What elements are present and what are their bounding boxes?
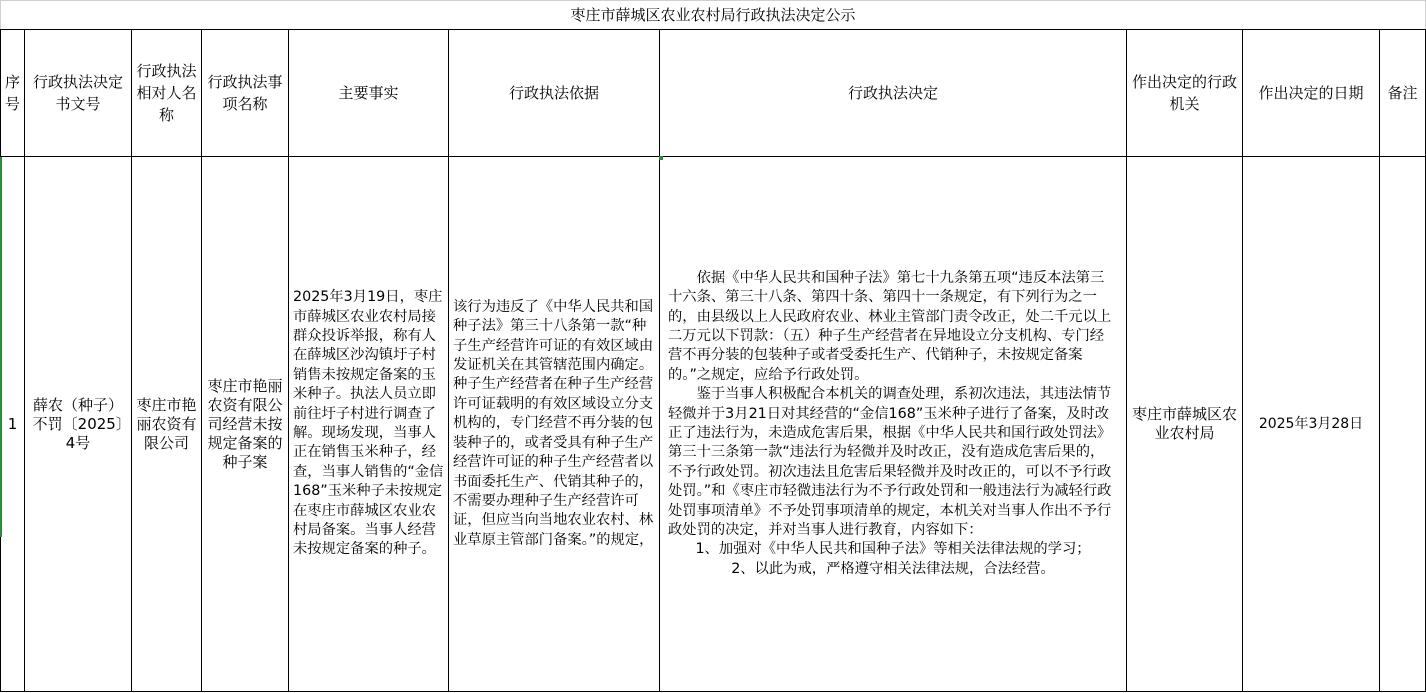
header-date: 作出决定的日期 bbox=[1243, 30, 1380, 157]
header-doc-no: 行政执法决定书文号 bbox=[25, 30, 132, 157]
table-row bbox=[1, 157, 1426, 692]
cell-basis: 该行为违反了《中华人民共和国种子法》第三十八条第一款“种子生产经营许可证的有效区域由发证机关在其管辖范围内确定。种子生产经营者在种子生产经营许可证载明的有效区域设立分支机构的，专门经营不再分装的包装种子的，或者受具有种子生产经营许可证的种子生产经营者以书面委托生产、代销其种子的，不需要办理种子生产经营许可证，但应当向当地农业农村、林业草原主管部门备案。”的规定， bbox=[449, 157, 660, 692]
header-basis: 行政执法依据 bbox=[449, 30, 660, 157]
cell-facts: 2025年3月19日，枣庄市薛城区农业农村局接群众投诉举报，称有人在薛城区沙沟镇圩子村销售未按规定备案的玉米种子。执法人员立即前往圩子村进行调查了解。现场发现，当事人正在销售玉米种子，经查，当事人销售的“金信168”玉米种子未按规定在枣庄市薛城区农业农村局备案。当事人经营未按规定备案的种子。 bbox=[289, 157, 449, 692]
cell-doc-no: 薛农（种子）不罚〔2025〕4号 bbox=[25, 157, 132, 692]
cell-organ: 枣庄市薛城区农业农村局 bbox=[1127, 157, 1243, 692]
decision-paragraph-1: 依据《中华人民共和国种子法》第七十九条第五项“违反本法第三十六条、第三十八条、第四十条、第四十一条规定，有下列行为之一的，由县级以上人民政府农业、林业主管部门责令改正，处二千元以上二万元以下罚款：（五）种子生产经营者在异地设立分支机构、专门经营不再分装的包装种子或者受委托生产、代销种子，未按规定备案的。”之规定，应给予行政处罚。 bbox=[668, 269, 1112, 383]
selection-edge bbox=[0, 157, 2, 537]
cell-party: 枣庄市艳丽农资有限公司 bbox=[132, 157, 202, 692]
header-remark: 备注 bbox=[1380, 30, 1426, 157]
header-organ: 作出决定的行政机关 bbox=[1127, 30, 1243, 157]
header-party: 行政执法相对人名称 bbox=[132, 30, 202, 157]
cell-remark bbox=[1380, 157, 1426, 692]
cell-decision bbox=[660, 157, 1127, 692]
table-title: 枣庄市薛城区农业农村局行政执法决定公示 bbox=[1, 1, 1426, 30]
cell-date: 2025年3月28日 bbox=[1243, 157, 1380, 692]
header-seq: 序号 bbox=[1, 30, 25, 157]
header-row bbox=[1, 30, 1426, 157]
header-item: 行政执法事项名称 bbox=[202, 30, 289, 157]
cell-comment-marker bbox=[659, 156, 663, 160]
cell-item: 枣庄市艳丽农资有限公司经营未按规定备案的种子案 bbox=[202, 157, 289, 692]
decision-item-2: 2、以此为戒，严格遵守相关法律法规，合法经营。 bbox=[731, 560, 1055, 577]
decision-paragraph-2: 鉴于当事人积极配合本机关的调查处理，系初次违法，其违法情节轻微并于3月21日对其经营的“金信168”玉米种子进行了备案，及时改正了违法行为，未造成危害后果，根据《中华人民共和国行政处罚法》第三十三条第一款“违法行为轻微并及时改正，没有造成危害后果的，不予行政处罚。初次违法且危害后果轻微并及时改正的，可以不予行政处罚。”和《枣庄市轻微违法行为不予行政处罚和一般违法行为减轻行政处罚事项清单》不予处罚事项清单的规定，本机关对当事人作出不予行政处罚的决定，并对当事人进行教育，内容如下： bbox=[668, 386, 1112, 539]
cell-seq: 1 bbox=[1, 157, 25, 692]
header-decision: 行政执法决定 bbox=[660, 30, 1127, 157]
header-facts: 主要事实 bbox=[289, 30, 449, 157]
decision-item-1: 1、加强对《中华人民共和国种子法》等相关法律法规的学习； bbox=[695, 541, 1091, 558]
